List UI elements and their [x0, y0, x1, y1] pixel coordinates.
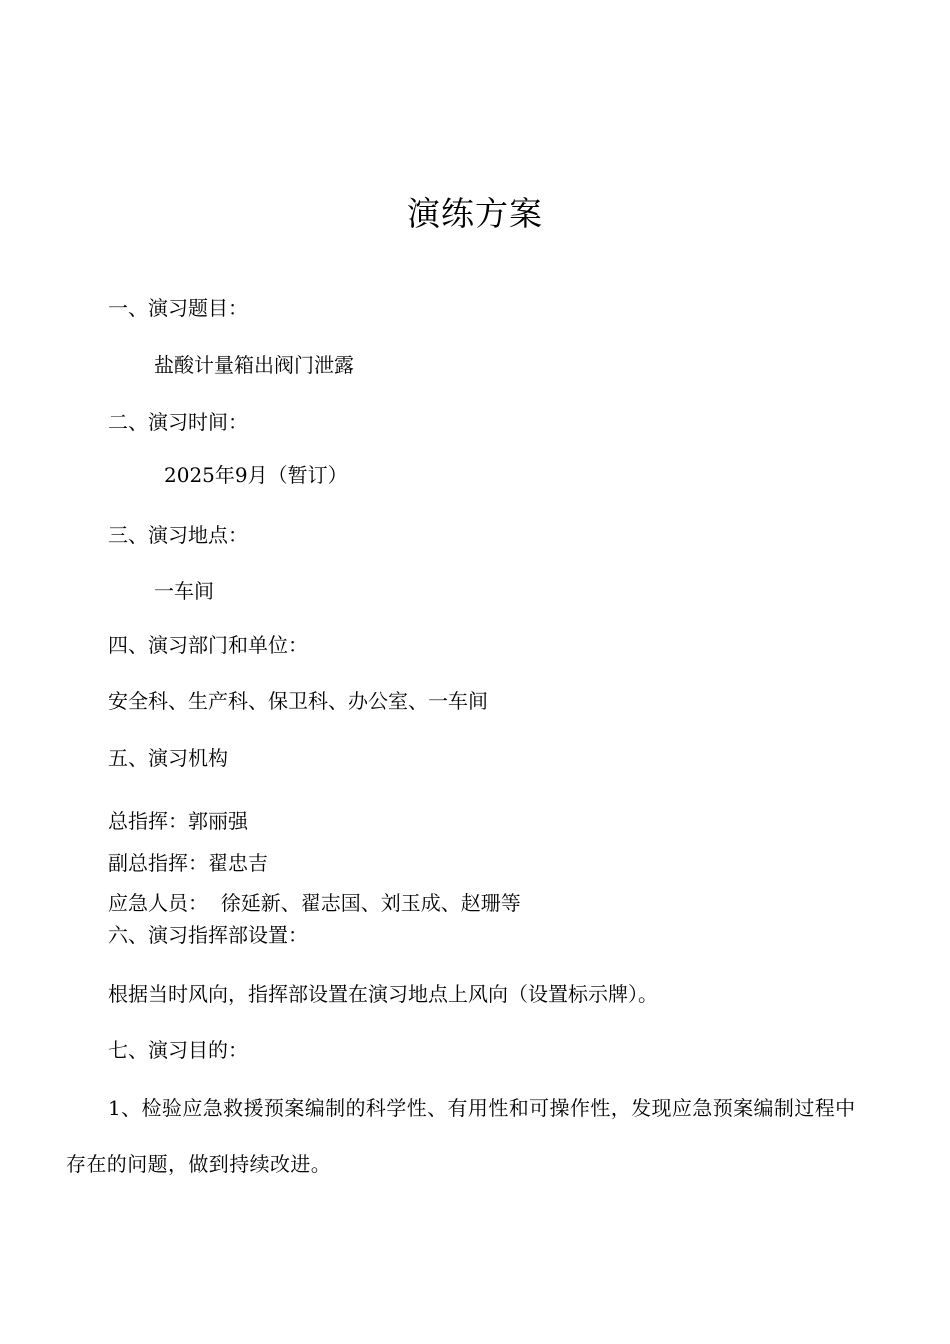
section-2-content: 2025年9月（暂订） [164, 463, 348, 487]
section-7-item-1: 1、检验应急救援预案编制的科学性、有用性和可操作性，发现应急预案编制过程中存在的问题，做到持续改进。 [66, 1096, 856, 1176]
section-6-heading: 六、演习指挥部设置： [108, 923, 308, 947]
section-6-content: 根据当时风向，指挥部设置在演习地点上风向（设置标示牌）。 [108, 982, 658, 1006]
responders-line: 应急人员： 徐延新、翟志国、刘玉成、赵珊等 [108, 891, 521, 915]
deputy-commander-line: 副总指挥：翟忠吉 [108, 851, 268, 875]
section-4-heading: 四、演习部门和单位： [108, 633, 308, 657]
section-4-content: 安全科、生产科、保卫科、办公室、一车间 [108, 689, 488, 713]
section-7-heading: 七、演习目的： [108, 1038, 248, 1062]
section-2-heading: 二、演习时间： [108, 410, 248, 434]
section-3-content: 一车间 [154, 579, 214, 603]
document-title: 演练方案 [407, 194, 543, 233]
section-5-heading: 五、演习机构 [108, 746, 228, 770]
section-3-heading: 三、演习地点： [108, 523, 248, 547]
section-1-heading: 一、演习题目： [108, 296, 248, 320]
commander-line: 总指挥：郭丽强 [108, 809, 248, 833]
section-1-content: 盐酸计量箱出阀门泄露 [154, 353, 354, 377]
